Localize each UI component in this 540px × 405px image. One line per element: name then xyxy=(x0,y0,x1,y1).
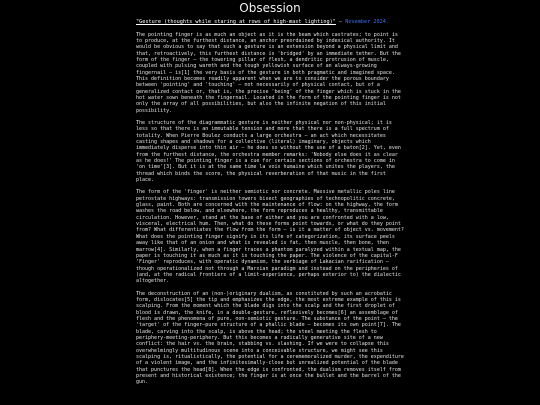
page-title: Obsession xyxy=(239,1,301,15)
post-title-link[interactable]: "Gesture (thoughts while staring at rows of high-mast lighting)" xyxy=(136,19,336,25)
paragraph-4: The deconstruction of an (non-)originary dualism, as constituted by such an acrobatic form, dislocates[5] the tip and emphasizes the edge, the most extreme example of this is scalping. From the moment which the blade digs into the scalp and the first droplet of blood is drawn, the knife, in a double-gesture, reflexively becomes[6] an assemblage of flesh and the phenomena of pure, non-semiotic gesture. The substance of the point — the 'target' of the finger—pure structure of a phallic blade — becomes its own point[7]. The blade, carving into the scalp, is above the head; the steel meeting the flesh to periphery-meeting-periphery. But this becomes a radically generative site of a new conflict: the hair vs. the brain, stabbing vs. slashing. If we were to collapse this overwhelmingly multitudinous scene into a conceivable structure, we might see this scalping is, ritualistically, the potential for a cerememoralized murder, the expenditure of a violent image, and the infinitesimally-close but unrealized potential of the blade that punctures the head[8]. When the edge is confronted, the dualism removes itself from present and historical existence; the finger is at once the bullet and the barrel of the gun. xyxy=(136,290,404,386)
post-body xyxy=(136,19,404,392)
paragraph-1: The pointing finger is as much an object as it is the beam which castrates; to point is to produce, at the furthest distance, an anchor preordained by indexical authority. It would be obvious to say that such a gesture is an extension beyond a physical limit and that, retroactively, this furthest distance is 'bridged' by an immediate tether. But the form of the finger — the towering pillar of flesh, a dendritic protrusion of muscle, coupled with pulsing warmth and the tough yellowish surface of an always-growing fingernail — is[1] the very basis of the gesture in both pragmatic and imagined space. This definition becomes readily apparent when we are to consider the porous boundary between 'pointing' and 'touching' — not necessarily of physical contact, but of a generalized contact or, that is, the precise 'being' of the finger which is stuck in the hot water sown beneath the fingernail. Located in the form of the pointing finger is not only the array of all possibilities, but also the infinite negation of this initial possibility. xyxy=(136,31,401,114)
paragraph-2: The structure of the diagrammatic gesture is neither physical nor non-physical; it is less so that there is an immutable tension and more that there is a full spectrum of totality. When Pierre Boulez conducts a large orchestra — an act which necessitates casting shapes and shadows for a collective (literal) imaginary, objects which immediately disperse into thin air — he does so without the use of a baton[2]. Yet, even from the furthest distance, the orchestra member remarks: 'Nobody else does it as clear as he does!' The pointing finger is a cue for certain sections of orchestra to come in 'on time'[3]. But it is at the same time la voix humaine which unites the players, the thread which binds the score, the physical reverberation of that music in the first place. xyxy=(136,119,401,184)
post-header xyxy=(136,19,404,26)
post-header-separator: — xyxy=(335,19,346,25)
paragraph-3: The form of the 'finger' is neither semiotic nor concrete. Massive metallic poles line petrostate highways: transmission towers bisect geographies of technopolitic concrete, glass, paint. Both are concerned with the maintenance of flow: on the highway, the form washes the road below, and elsewhere, the form reproduces a healthy, transmittable circulation. However, stand at the base of either and you are confronted with a low, visceral, electrical hum. Then, what do these forms point towards, or what do they point from? What differentiates the flow from the form — is it a matter of object vs. movement? What does the pointing finger signify in its life of categorization, its surface peels away like that of an onion and what is revealed is fat, then muscle, then bone, then marrow[4]. Similarly, when a finger traces a phantom paralyzed within a textual map, the paper is touching it as much as it is touching the paper. The violence of the capital-F 'Finger' reproduces, with operatic dynamism, the verbiage of Lakacian rarification — though operationalized not through a Marxian paradigm and instead on the peripheries of (and, at the radical frontiers of a limit-experience, perhaps exterior to) the dialectic altogether. xyxy=(136,189,404,285)
post-date: November 2024. xyxy=(345,19,389,25)
